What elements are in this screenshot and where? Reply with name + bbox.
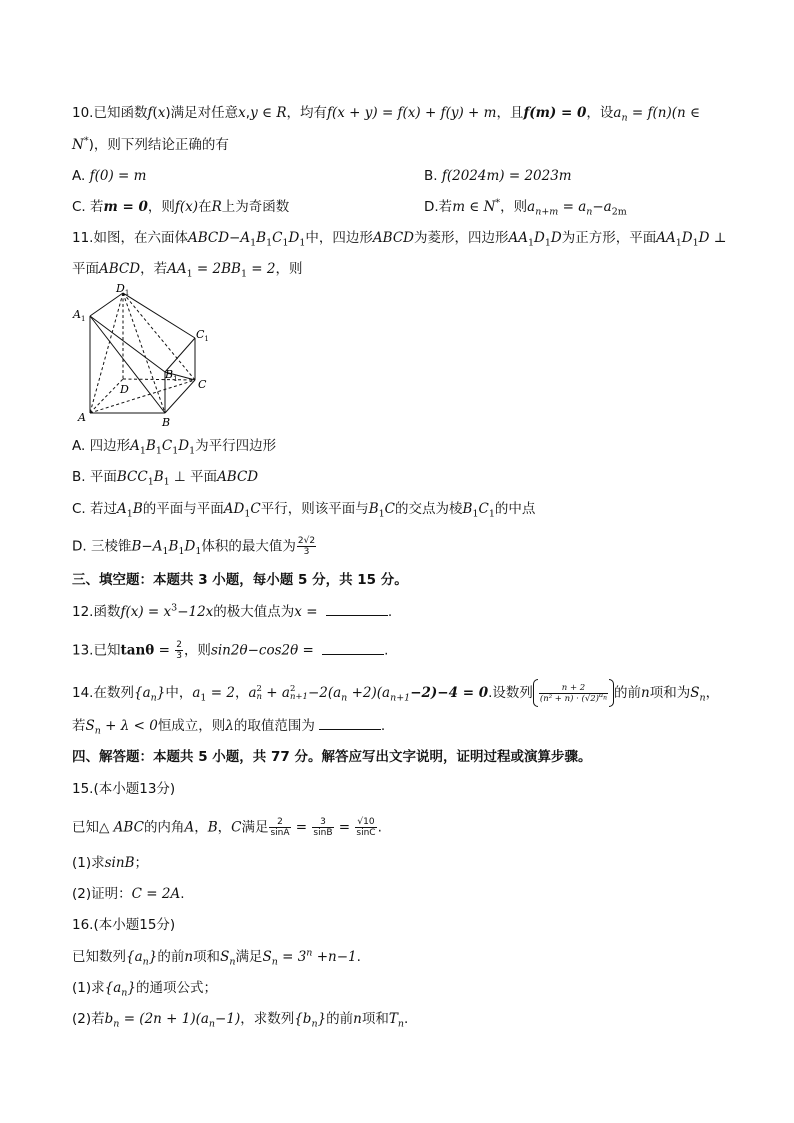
- math: = 2: [206, 685, 235, 701]
- edge: [90, 316, 165, 372]
- math: B: [145, 438, 156, 454]
- math: =: [291, 819, 312, 836]
- q16-stem: [72, 948, 361, 966]
- math-sub: 1: [544, 237, 551, 249]
- math: x: [157, 105, 166, 121]
- text: 为菱形，四边形: [413, 230, 509, 246]
- math: D: [681, 230, 693, 246]
- option-label: A.: [72, 168, 90, 184]
- math-sub: 1: [378, 508, 385, 520]
- math: N: [72, 137, 84, 153]
- text: 项和: [193, 949, 221, 965]
- math-sub: n: [94, 725, 101, 737]
- answer-blank[interactable]: [326, 603, 388, 616]
- q12: [72, 603, 392, 621]
- text: (1)求: [72, 980, 105, 996]
- math: = a: [558, 199, 587, 215]
- math-sub: 1: [488, 508, 495, 520]
- math: f(2024m) = 2023m: [441, 168, 572, 184]
- text: ，则: [147, 199, 175, 215]
- option-label: A. 四边形: [72, 438, 131, 454]
- text: ，则: [275, 261, 303, 277]
- label-D1: $D_1$: [116, 282, 130, 297]
- math-sub: 1: [186, 268, 193, 280]
- section-4-title: 四、解答题：本题共 5 小题，共 77 分。解答应写出文字说明，证明过程或演算步骤。: [72, 749, 592, 765]
- q11-option-c[interactable]: [72, 500, 535, 518]
- text: )，则下列结论正确的有: [88, 137, 229, 153]
- math: a: [248, 685, 257, 701]
- q15-part2: [72, 885, 184, 903]
- math-sub: 1: [675, 237, 682, 249]
- math-sub: 1: [240, 268, 247, 280]
- math: D: [550, 230, 562, 246]
- text: (1)求: [72, 855, 105, 871]
- text: 为正方形，平面: [561, 230, 657, 246]
- math-sub: 1: [162, 546, 169, 558]
- q10-stem-line2: [72, 136, 229, 154]
- math: ABCD: [99, 261, 141, 277]
- math: AA: [656, 230, 676, 246]
- q14-line2: [72, 717, 385, 735]
- math: ABCD: [372, 230, 414, 246]
- label-A: A: [78, 411, 86, 424]
- text: 的前: [326, 1011, 354, 1027]
- text: 上为奇函数: [221, 199, 290, 215]
- math: b: [104, 1011, 114, 1027]
- math: −a: [592, 199, 612, 215]
- math: a: [527, 199, 536, 215]
- math: B: [462, 501, 473, 517]
- text: 中，: [165, 685, 193, 701]
- math: AA: [508, 230, 528, 246]
- math: x =: [294, 604, 322, 620]
- math: n: [353, 1011, 362, 1027]
- text: .: [404, 1011, 409, 1027]
- math-sub: 1: [282, 237, 289, 249]
- math-sub: n: [397, 1018, 405, 1030]
- text: )满足对任意: [165, 105, 239, 121]
- math-sub: 1: [163, 476, 170, 488]
- math: a: [613, 105, 622, 121]
- math: ABCD−A: [187, 230, 251, 246]
- text: ，则: [500, 199, 528, 215]
- math-sub: 1: [189, 445, 196, 457]
- math-sup: *: [83, 135, 89, 147]
- math: △ ABC: [99, 819, 144, 836]
- math: +n−1: [312, 949, 357, 965]
- text: 13.已知: [72, 642, 121, 659]
- text: 的中点: [494, 501, 536, 517]
- text: 12.函数: [72, 604, 121, 620]
- text: .: [384, 642, 389, 659]
- math: C: [272, 230, 283, 246]
- text: ，: [234, 685, 249, 701]
- q11-option-d[interactable]: [72, 536, 317, 557]
- text: ，若: [140, 261, 168, 277]
- edge: [165, 338, 195, 372]
- math: R: [211, 199, 222, 215]
- text: 已知: [72, 819, 99, 836]
- math: {a: [133, 685, 151, 701]
- text: 平面: [72, 261, 99, 277]
- math-sub: 1: [155, 445, 162, 457]
- text: ，则: [183, 642, 211, 659]
- hexahedron-figure: [70, 280, 220, 430]
- math: =: [334, 819, 355, 836]
- math-sub: n: [229, 956, 236, 968]
- text: 平行，则该平面与: [260, 501, 369, 517]
- hidden-edge: [123, 379, 195, 380]
- label-A1: $A_1$: [73, 308, 86, 323]
- math: (: [152, 105, 158, 121]
- fraction: $\frac{3}{\sin B}$: [313, 817, 333, 838]
- text: 若: [72, 718, 86, 734]
- fraction: $\frac{2}{\sin A}$: [270, 817, 290, 838]
- math-sub: 1: [147, 476, 154, 488]
- text: 的前: [614, 685, 642, 701]
- math-sub: 1: [178, 546, 185, 558]
- math-sub: 1: [527, 237, 535, 249]
- math: }: [127, 980, 136, 996]
- math-sub: n+1: [390, 692, 411, 704]
- math: A: [184, 819, 195, 836]
- math: }: [148, 949, 158, 965]
- fraction: $\frac{n + 2}{(n^2 + n) \cdot (√2)^{a_n}}$: [539, 682, 608, 704]
- math: D: [184, 538, 196, 555]
- option-label: C. 若过: [72, 501, 118, 517]
- math-sub: 1: [244, 508, 251, 520]
- math-sup: n: [306, 947, 313, 959]
- math: {a: [126, 949, 143, 965]
- answer-blank[interactable]: [322, 642, 384, 655]
- math: f(x) = x: [120, 604, 172, 620]
- q15-heading: 15.(本小题13分): [72, 781, 176, 797]
- math: f: [147, 105, 153, 121]
- math-sub: 1: [139, 445, 146, 457]
- math: −2)−4 = 0: [410, 685, 489, 701]
- math: B−A: [131, 538, 163, 555]
- math: m ∈ N: [452, 199, 496, 215]
- math-sub: 1: [250, 237, 257, 249]
- text: 的极大值点为: [213, 604, 295, 620]
- math: = 2BB: [192, 261, 241, 277]
- math: + λ < 0: [100, 718, 158, 734]
- math: sinB: [104, 855, 135, 871]
- text: 项和: [361, 1011, 389, 1027]
- math-sub: 1: [172, 445, 179, 457]
- math: T: [388, 1011, 398, 1027]
- math: AD: [223, 501, 245, 517]
- math: + a: [261, 685, 290, 701]
- math: C = 2A: [131, 886, 181, 902]
- text: 的前: [157, 949, 185, 965]
- math: λ: [225, 718, 234, 734]
- super-sub: 2 n+1: [289, 684, 308, 702]
- math-sub: 1: [692, 237, 699, 249]
- math: B: [207, 819, 218, 836]
- text: .设数列: [488, 685, 533, 701]
- math-sub: n: [341, 692, 348, 704]
- text: .: [356, 949, 361, 965]
- q15-part1: [72, 854, 148, 872]
- math: n: [184, 949, 194, 965]
- q11-stem-line1: [72, 229, 726, 247]
- text: ,: [245, 105, 251, 121]
- math-sub: n: [208, 1018, 216, 1030]
- math: }: [317, 1011, 327, 1027]
- q10-options-row2: [72, 197, 627, 218]
- math: A: [117, 501, 127, 517]
- q10-option-a[interactable]: [72, 168, 146, 184]
- math: D: [288, 230, 300, 246]
- text: ，均有: [286, 105, 327, 121]
- math-sub: n: [311, 1018, 318, 1030]
- math: S: [690, 685, 700, 701]
- label-B1: $B_1$: [165, 368, 178, 383]
- math: a: [192, 685, 201, 701]
- text: 中，四边形: [305, 230, 373, 246]
- text: .: [377, 819, 382, 836]
- option-label: C. 若: [72, 199, 104, 215]
- math: y: [250, 105, 258, 121]
- text: .: [180, 886, 185, 902]
- answer-blank[interactable]: [319, 717, 381, 730]
- math: n: [641, 685, 650, 701]
- math-sub: 1: [126, 508, 133, 520]
- text: 的平面与平面: [142, 501, 224, 517]
- math: B: [368, 501, 379, 517]
- text: ，: [705, 685, 720, 701]
- text: 的内角: [143, 819, 185, 836]
- label-B: B: [162, 416, 171, 429]
- option-label: B. 平面: [72, 469, 117, 485]
- text: ，: [194, 819, 208, 836]
- math: = 2: [247, 261, 276, 277]
- option-label: D. 三棱锥: [72, 538, 132, 555]
- text: .: [387, 604, 393, 620]
- math-sub: n: [699, 692, 706, 704]
- math: C: [231, 819, 242, 836]
- math: B: [153, 469, 164, 485]
- math: ABCD: [217, 469, 259, 485]
- q13: [72, 640, 388, 661]
- q10-option-d[interactable]: [424, 198, 627, 216]
- math-sub: n: [621, 112, 628, 124]
- math: {b: [294, 1011, 312, 1027]
- math: S: [85, 718, 95, 734]
- math: f(x): [174, 199, 199, 215]
- fraction: $\frac{2}{3}$: [176, 640, 182, 661]
- option-label: B.: [424, 168, 442, 184]
- math: +2)(a: [347, 685, 391, 701]
- text: 在: [198, 199, 212, 215]
- math: f(0) = m: [89, 168, 147, 184]
- math: = f(n)(n ∈: [627, 105, 700, 121]
- q11-stem-line2: [72, 260, 302, 278]
- math-sub: 1: [299, 237, 306, 249]
- math-sub: n: [142, 956, 149, 968]
- math: x: [238, 105, 246, 121]
- math: BCC: [116, 469, 148, 485]
- q16-heading: 16.(本小题15分): [72, 917, 176, 933]
- math: S: [262, 949, 272, 965]
- math-sup: *: [495, 197, 501, 209]
- math-sub: n: [586, 206, 593, 218]
- math: tanθ: [120, 642, 155, 659]
- math-sub: 1: [472, 508, 479, 520]
- math: AA: [167, 261, 187, 277]
- brace-left: [533, 679, 538, 707]
- q14-line1: [72, 679, 719, 707]
- label-D: D: [120, 383, 129, 396]
- text: 10.已知函数: [72, 105, 148, 121]
- text: 的通项公式；: [135, 980, 217, 996]
- math: B: [132, 501, 143, 517]
- math: −2(a: [307, 685, 342, 701]
- text: 满足: [241, 819, 269, 836]
- math: C: [250, 501, 261, 517]
- q10-options-row1: [72, 167, 572, 185]
- math-sub: n: [113, 1018, 120, 1030]
- math: m = 0: [103, 199, 148, 215]
- text: 为平行四边形: [195, 438, 277, 454]
- math-sub: n+m: [535, 206, 559, 218]
- q11-option-a[interactable]: [72, 437, 276, 455]
- math: C: [384, 501, 396, 517]
- text: ，且: [496, 105, 524, 121]
- math: C: [478, 501, 489, 517]
- math: {a: [104, 980, 122, 996]
- section-3-title: 三、填空题：本题共 3 小题，每小题 5 分，共 15 分。: [72, 572, 408, 588]
- math: =: [154, 642, 175, 659]
- math-sub: n: [121, 987, 128, 999]
- math-sub: 1: [195, 546, 202, 558]
- math-sub: n: [150, 692, 157, 704]
- math: }: [156, 685, 166, 701]
- text: ，求数列: [240, 1011, 295, 1027]
- math: =: [298, 642, 319, 659]
- q10-stem-line1: [72, 104, 700, 122]
- text: ，: [217, 819, 232, 836]
- text: 的取值范围为: [233, 718, 315, 734]
- text: ，设: [586, 105, 614, 121]
- q16-part2: [72, 1010, 408, 1028]
- fraction: $\frac{2√2}{3}$: [297, 536, 316, 557]
- math: −12x: [177, 604, 214, 620]
- q16-part1: [72, 979, 217, 997]
- text: 满足: [235, 949, 263, 965]
- text: .: [380, 718, 386, 734]
- math: ∈: [257, 105, 277, 121]
- text: ⊥ 平面: [169, 469, 218, 485]
- math: f(m) = 0: [523, 105, 587, 121]
- text: 已知数列: [72, 949, 126, 965]
- math: D: [534, 230, 545, 246]
- math-sub: 1: [200, 692, 207, 704]
- hidden-edge: [123, 293, 165, 413]
- text: 11.如图，在六面体: [72, 230, 188, 246]
- option-label: D.若: [424, 199, 453, 215]
- math: B: [256, 230, 267, 246]
- math: C: [161, 438, 173, 454]
- text: ；: [134, 855, 148, 871]
- edge: [90, 316, 165, 413]
- math: = (2n + 1)(a: [119, 1011, 209, 1027]
- math: = 3: [277, 949, 307, 965]
- math-sub: 1: [266, 237, 273, 249]
- math: A: [130, 438, 140, 454]
- math: D: [178, 438, 190, 454]
- q11-option-b[interactable]: [72, 468, 258, 486]
- super-sub: 2 n: [256, 684, 262, 702]
- edge: [123, 293, 195, 338]
- edge: [90, 293, 123, 316]
- q15-stem: [72, 817, 382, 838]
- math: S: [220, 949, 230, 965]
- math: R: [276, 105, 287, 121]
- text: 项和为: [649, 685, 691, 701]
- text: 的交点为棱: [395, 501, 463, 517]
- text: 体积的最大值为: [201, 538, 296, 555]
- text: (2)证明：: [72, 886, 132, 902]
- text: (2)若: [72, 1011, 105, 1027]
- math: D ⊥: [698, 230, 727, 246]
- math: −1): [215, 1011, 241, 1027]
- text: 14.在数列: [72, 685, 134, 701]
- math: sin2θ−cos2θ: [210, 642, 299, 659]
- math-sub: n: [271, 956, 278, 968]
- math-sub: 2m: [611, 206, 627, 218]
- text: 恒成立，则: [157, 718, 226, 734]
- fraction: $\frac{√10}{\sin C}$: [356, 817, 376, 838]
- math: B: [168, 538, 179, 555]
- math-sup: 3: [171, 602, 178, 614]
- q10-option-c[interactable]: [72, 199, 289, 215]
- q10-option-b[interactable]: [424, 167, 572, 185]
- label-C: C: [198, 378, 207, 391]
- label-C1: $C_1$: [196, 328, 209, 343]
- math: f(x + y) = f(x) + f(y) + m: [326, 105, 497, 121]
